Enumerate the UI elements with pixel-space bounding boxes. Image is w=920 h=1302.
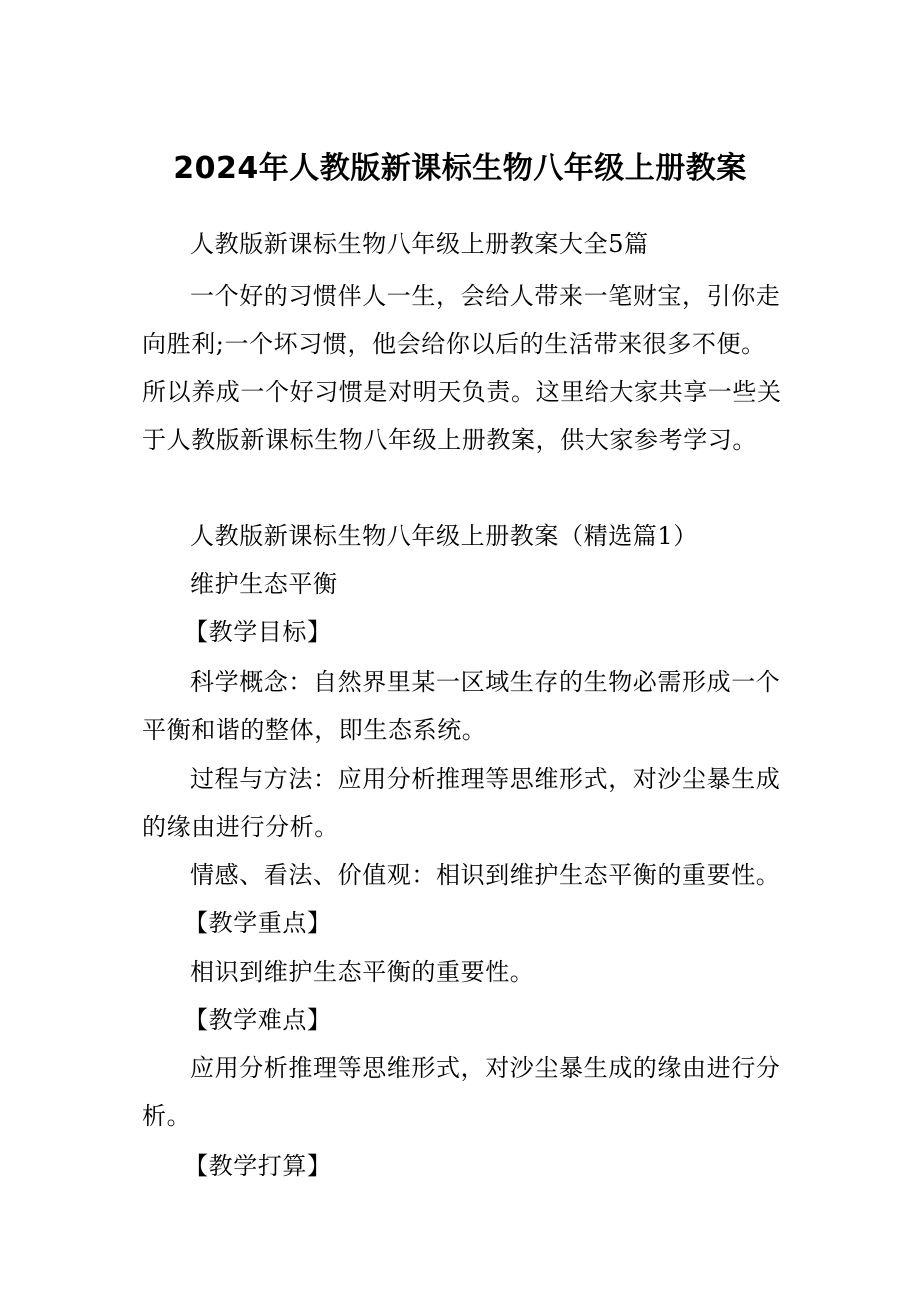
intro-line-1: 一个好的习惯伴人一生，会给人带来一笔财宝，引你走 bbox=[190, 282, 781, 310]
difficulty-heading: 【教学难点】 bbox=[184, 1006, 332, 1034]
plan-heading: 【教学打算】 bbox=[184, 1152, 332, 1180]
goal-concept-line-1: 科学概念：自然界里某一区域生存的生物必需形成一个 bbox=[190, 668, 781, 696]
intro-line-4: 于人教版新课标生物八年级上册教案，供大家参考学习。 bbox=[142, 426, 757, 454]
goal-process-line-1: 过程与方法：应用分析推理等思维形式，对沙尘暴生成 bbox=[190, 765, 781, 793]
intro-line-3: 所以养成一个好习惯是对明天负责。这里给大家共享一些关 bbox=[142, 378, 782, 406]
goal-emotion: 情感、看法、价值观：相识到维护生态平衡的重要性。 bbox=[190, 861, 781, 889]
document-subtitle: 人教版新课标生物八年级上册教案大全5篇 bbox=[190, 230, 649, 258]
difficulty-text-line-2: 析。 bbox=[142, 1102, 192, 1130]
key-heading: 【教学重点】 bbox=[184, 909, 332, 937]
lesson-title: 维护生态平衡 bbox=[190, 570, 338, 598]
intro-line-2: 向胜利;一个坏习惯，他会给你以后的生活带来很多不便。 bbox=[142, 330, 766, 358]
goals-heading: 【教学目标】 bbox=[184, 618, 332, 646]
goal-concept-line-2: 平衡和谐的整体，即生态系统。 bbox=[142, 716, 487, 744]
section-heading: 人教版新课标生物八年级上册教案（精选篇1） bbox=[190, 522, 698, 550]
key-text: 相识到维护生态平衡的重要性。 bbox=[190, 958, 535, 986]
goal-process-line-2: 的缘由进行分析。 bbox=[142, 813, 339, 841]
difficulty-text-line-1: 应用分析推理等思维形式，对沙尘暴生成的缘由进行分 bbox=[190, 1054, 781, 1082]
document-title: 2024年人教版新课标生物八年级上册教案 bbox=[173, 151, 747, 186]
